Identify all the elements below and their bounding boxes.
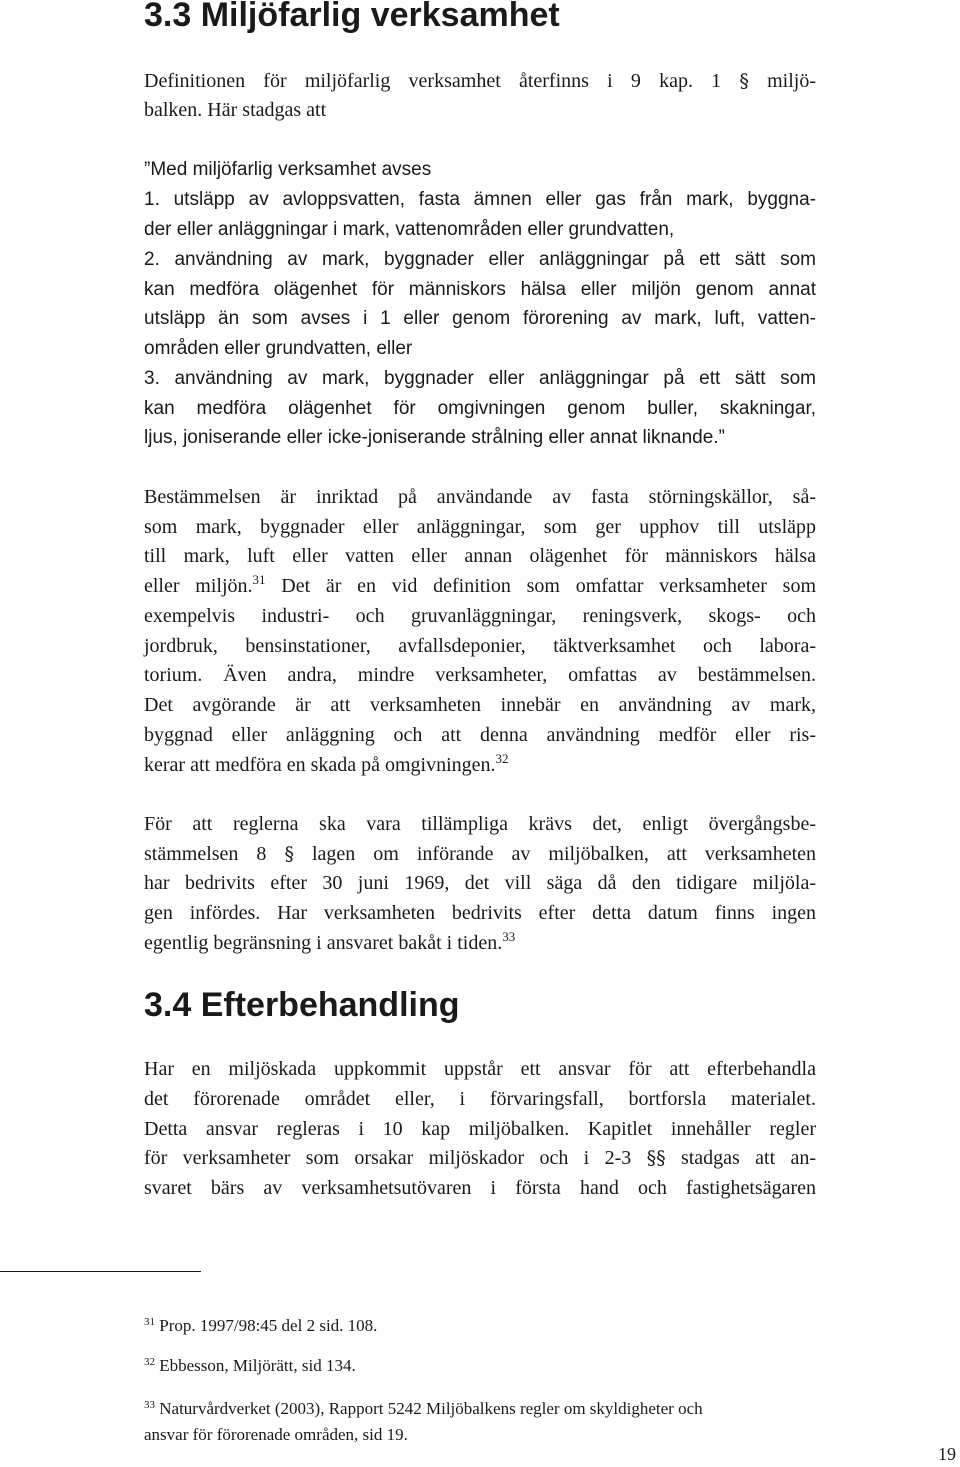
quote-line: ”Med miljöfarlig verksamhet avses [144, 159, 432, 180]
body-line: Har en miljöskada uppkommit uppstår ett ansvar för att efterbehandla [144, 1058, 816, 1080]
body-line: torium. Även andra, mindre verksamheter, omfattas av bestämmelsen. [144, 664, 816, 686]
body-line: egentlig begränsning i ansvaret bakåt i tiden.$^{33}$ [144, 929, 516, 954]
footnote-separator [0, 1271, 201, 1272]
footnote-ref-33: 33 [502, 929, 516, 944]
double-section-sign: §§ [646, 1147, 666, 1169]
section-sign: § [739, 70, 749, 92]
body-line: till mark, luft eller vatten eller annan olägenhet för människors hälsa [144, 545, 816, 567]
body-line: Det avgörande är att verksamheten innebär en användning av mark, [144, 694, 816, 716]
quote-line: områden eller grundvatten, eller [144, 338, 413, 359]
quote-line: ljus, joniserande eller icke-joniserande strålning eller annat liknande.” [144, 427, 725, 448]
body-line: som mark, byggnader eller anläggningar, som ger upphov till utsläpp [144, 516, 816, 538]
body-line: För att reglerna ska vara tillämpliga krävs det, enligt övergångsbe- [144, 813, 816, 835]
section-3-4-heading: 3.4 Efterbehandling [144, 986, 460, 1024]
footnote-32: $^{32}$ Ebbesson, Miljörätt, sid 134. [144, 1356, 356, 1375]
body-line: svaret bärs av verksamhetsutövaren i första hand och fastighetsägaren [144, 1177, 816, 1199]
body-line: gen infördes. Har verksamheten bedrivits efter detta datum finns ingen [144, 902, 816, 924]
body-line: Detta ansvar regleras i 10 kap miljöbalken. Kapitlet innehåller regler [144, 1118, 816, 1140]
quote-line: der eller anläggningar i mark, vattenområden eller grundvatten, [144, 219, 675, 240]
footnote-33: $^{33}$ Naturvårdverket (2003), Rapport 5242 Miljöbalkens regler om skyldigheter och ansvar för förorenade områden, sid 19. [144, 1399, 703, 1444]
quote-line: 1. utsläpp av avloppsvatten, fasta ämnen eller gas från mark, byggna- [144, 189, 816, 210]
section-3-3-heading: 3.3 Miljöfarlig verksamhet [144, 0, 560, 34]
footnote-ref-31: 31 [252, 572, 266, 587]
quote-line: kan medföra olägenhet för omgivningen genom buller, skakningar, [144, 398, 816, 419]
footnote-31: $^{31}$ Prop. 1997/98:45 del 2 sid. 108. [144, 1316, 378, 1335]
section-sign: § [284, 843, 294, 865]
intro-line: Definitionen för miljöfarlig verksamhet återfinns i 9 kap. 1 § miljö- [144, 70, 817, 92]
quote-line: kan medföra olägenhet för människors hälsa eller miljön genom annat [144, 279, 816, 300]
body-line: eller miljön.$^{31}$ Det är en vid definition som omfattar verksamheter som [144, 572, 816, 597]
footnote-ref-32: 32 [495, 751, 509, 766]
quote-line: 3. användning av mark, byggnader eller anläggningar på ett sätt som [144, 368, 816, 389]
body-line: har bedrivits efter 30 juni 1969, det vill säga då den tidigare miljöla- [144, 872, 816, 894]
body-line: stämmelsen 8 § lagen om införande av miljöbalken, att verksamheten [144, 843, 816, 865]
quote-line: 2. användning av mark, byggnader eller anläggningar på ett sätt som [144, 249, 816, 270]
body-line: kerar att medföra en skada på omgivningen.$^{32}$ [144, 751, 509, 776]
body-line: byggnad eller anläggning och att denna användning medför eller ris- [144, 724, 816, 746]
body-line: exempelvis industri- och gruvanläggningar, reningsverk, skogs- och [144, 605, 816, 627]
body-line: för verksamheter som orsakar miljöskador och i 2-3 §§ stadgas att an- [144, 1147, 817, 1169]
quote-line: utsläpp än som avses i 1 eller genom förorening av mark, luft, vatten- [144, 308, 816, 329]
body-line: Bestämmelsen är inriktad på användande av fasta störningskällor, så- [144, 486, 816, 508]
page-number: 19 [938, 1444, 956, 1464]
intro-line: balken. Här stadgas att [144, 99, 327, 121]
body-line: det förorenade området eller, i förvaringsfall, bortforsla materialet. [144, 1088, 816, 1110]
body-line: jordbruk, bensinstationer, avfallsdeponier, täktverksamhet och labora- [144, 635, 816, 657]
